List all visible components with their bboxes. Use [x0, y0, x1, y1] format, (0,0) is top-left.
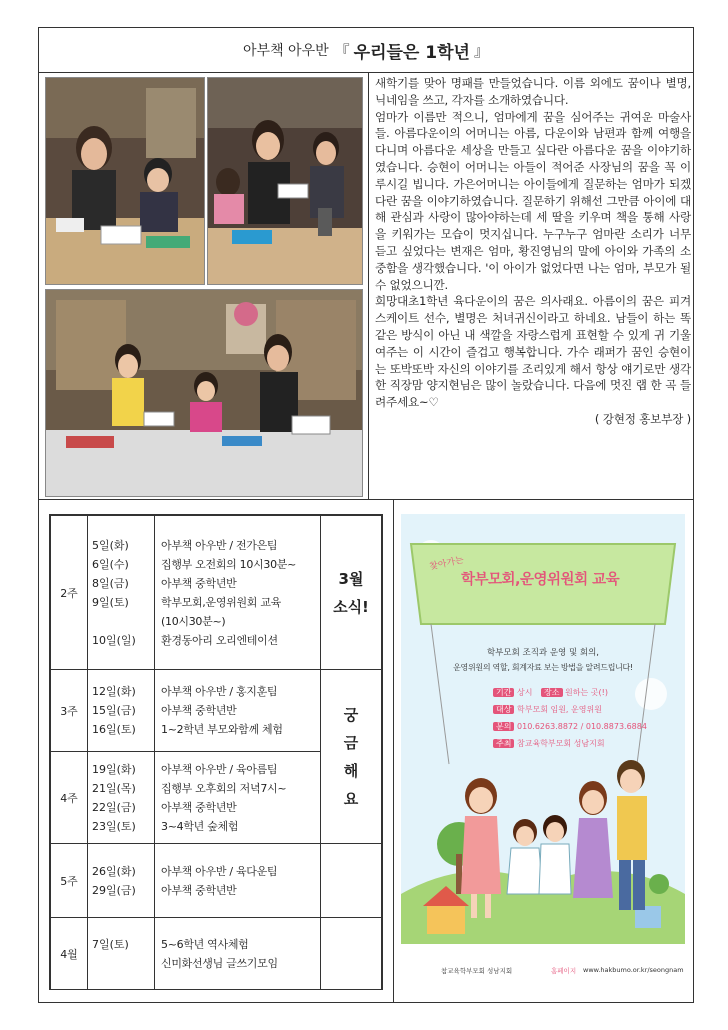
- article-credit: ( 강현정 홍보부장 ): [594, 411, 691, 426]
- date: [92, 954, 154, 973]
- dates-cell: [88, 516, 155, 670]
- events-cell: [155, 918, 321, 990]
- poster-line-2: 운영위원의 역할, 회계자료 보는 방법을 알려드립니다!: [453, 663, 633, 672]
- event: 학부모회,운영위원회 교육: [161, 595, 281, 609]
- poster-info-label: 기간: [493, 688, 514, 697]
- side-sub-char: 요: [343, 789, 359, 808]
- date: 9일(토): [92, 595, 129, 609]
- week-cell: 4월: [51, 918, 88, 990]
- side-sub-char: 금: [343, 733, 359, 752]
- event: 1~2학년 부모와함께 체험: [161, 723, 283, 736]
- week-cell: 5주: [51, 844, 88, 918]
- event: 집행부 오전회의 10시30분~: [161, 557, 297, 571]
- side-empty-cell: [321, 844, 382, 918]
- date: 26일(화): [92, 864, 136, 878]
- events-cell: [155, 670, 321, 752]
- photo-classroom-2: [207, 77, 363, 285]
- table-row: [51, 670, 382, 752]
- event: 5~6학년 역사체험: [161, 937, 249, 951]
- poster-info-row: [493, 701, 647, 718]
- divider-vertical-bottom: [393, 500, 394, 1002]
- poster-info-block: [493, 684, 647, 752]
- event: 아부책 중학년반: [161, 576, 237, 590]
- event: 아부책 아우반 / 홍지훈팀: [161, 685, 278, 698]
- poster-info-value: 참교육학부모회 성남지회: [517, 739, 605, 748]
- date: 8일(금): [92, 576, 129, 590]
- poster-footer-org: 참교육학부모회 성남지회: [441, 967, 513, 975]
- poster-info-label: 주최: [493, 739, 514, 748]
- poster-banner-small: 찾아가는: [428, 555, 465, 573]
- event: 신미화선생님 글쓰기모임: [161, 956, 278, 970]
- date: 22일(금): [92, 800, 136, 814]
- poster-line-1: 학부모회 조직과 운영 및 회의,: [486, 648, 600, 658]
- date: 21일(목): [92, 781, 136, 795]
- table-row: [51, 918, 382, 990]
- page-title: [39, 28, 693, 73]
- week-cell: 3주: [51, 670, 88, 752]
- education-poster: [401, 514, 685, 994]
- date: 6일(수): [92, 557, 129, 571]
- title-subtitle: 아부책 아우반: [243, 43, 329, 59]
- schedule-table: [50, 515, 382, 990]
- side-sub-char: 궁: [343, 705, 359, 724]
- events-cell: [155, 516, 321, 670]
- events-cell: [155, 752, 321, 844]
- event: 아부책 중학년반: [161, 800, 237, 814]
- side-title-cell: [321, 516, 382, 670]
- photo-classroom-1: [45, 77, 205, 285]
- event: 아부책 아우반 / 육아름팀: [161, 762, 278, 776]
- newsletter-page: [38, 27, 694, 1003]
- photo-collage: [45, 77, 361, 495]
- poster-info-value: 원하는 곳(!): [565, 688, 608, 697]
- poster-info-row: [493, 735, 647, 752]
- date: 15일(금): [92, 704, 136, 717]
- article-text: [375, 75, 691, 428]
- side-empty-cell: [321, 918, 382, 990]
- date: 29일(금): [92, 883, 136, 897]
- date: 19일(화): [92, 762, 136, 776]
- date: 5일(화): [92, 538, 129, 552]
- article-section: [39, 73, 693, 500]
- article-paragraph-3: 희망대초1학년 육다운이의 꿈은 의사래요. 아름이의 꿈은 피겨스케이트 선수, 별명은 처녀귀신이라고 하네요. 남들이 하는 똑같은 방식이 아닌 내 색깔을 자랑스럽게 표현할 수 있게 귀 기울여주는 이 시간이 즐겁고 행복합니다. 가수 래퍼가 꿈인 승현이는 또박또박 자신의 이야기를 조리있게 해서 항상 얘기로만 생각한 직장맘 양지현님은 많이 놀랐습니다. 다음에 멋진 랩 한 곡 들려주세요~♡: [375, 294, 691, 410]
- week-cell: 2주: [51, 516, 88, 670]
- side-title: 3월 소식!: [333, 569, 369, 616]
- title-bracket-close: 』: [473, 41, 489, 60]
- date: 10일(일): [92, 633, 136, 647]
- date: 16일(토): [92, 723, 136, 736]
- divider-vertical-top: [368, 73, 369, 499]
- poster-info-label: 장소: [541, 688, 562, 697]
- dates-cell: [88, 918, 155, 990]
- poster-info-row: [493, 718, 647, 735]
- poster-info-row: [493, 684, 647, 701]
- side-sub-cell: [321, 670, 382, 844]
- poster-banner-title: 학부모회,운영위원회 교육: [461, 572, 620, 588]
- date: 23일(토): [92, 819, 136, 833]
- side-sub-char: 해: [343, 761, 359, 780]
- poster-info-label: 대상: [493, 705, 514, 714]
- date: [92, 612, 154, 631]
- event: (10시30분~): [161, 614, 226, 628]
- event: 아부책 아우반 / 육다운팀: [161, 864, 278, 878]
- poster-info-value: 상시: [517, 688, 533, 697]
- event: 아부책 중학년반: [161, 883, 237, 897]
- date: 7일(토): [92, 937, 129, 951]
- date: 12일(화): [92, 685, 136, 698]
- poster-footer-url: www.hakbumo.or.kr/seongnam: [583, 966, 684, 974]
- bottom-section: [39, 500, 693, 1002]
- event: 환경동아리 오리엔테이션: [161, 633, 278, 647]
- poster-info-value: 학부모회 임원, 운영위원: [517, 705, 602, 714]
- table-row: [51, 516, 382, 670]
- poster-footer-label: 홈페이지: [551, 967, 577, 975]
- events-cell: [155, 844, 321, 918]
- poster-info-value: 010.6263.8872 / 010.8873.6884: [517, 722, 647, 731]
- dates-cell: [88, 670, 155, 752]
- event: 아부책 아우반 / 전가은팀: [161, 538, 278, 552]
- article-paragraph-2: 엄마가 이름만 적으니, 엄마에게 꿈을 심어주는 귀여운 마술사들. 아름다운이의 어머니는 아름, 다운이와 남편과 함께 여행을 다니며 아름다운 세상을 만들고 싶다란 아름다운 꿈을 이야기하였습니다. 승현이 어머니는 아들이 적어준 사장님의 꿈을 꼭 이루시길 빕니다. 가은어머니는 아이들에게 질문하는 엄마가 되겠다란 꿈을 이야기하였습니다. 질문하기 위해선 그만큼 아이에 대해 관심과 사랑이 많아야하는데 세 딸을 키우며 책을 통해 사랑을 키워가는 모습이 멋지십니다. 누구누구 엄마란 소리가 너무 듣고 싶었다는 변재은 엄마, 황진영님의 말에 아이와 가족의 소중함을 생각했습니다. '이 아이가 없었다면 나는 엄마, 부모가 될 수 없었으니깐.: [375, 109, 691, 292]
- photo-classroom-3: [45, 289, 363, 497]
- event: 집행부 오후회의 저녁7시~: [161, 781, 287, 795]
- week-cell: 4주: [51, 752, 88, 844]
- article-paragraph-1: 새학기를 맞아 명패를 만들었습니다. 이름 외에도 꿈이나 별명, 닉네임을 쓰고, 각자를 소개하였습니다.: [375, 76, 691, 107]
- title-bracket-open: 『: [334, 41, 350, 60]
- title-main: 우리들은 1학년: [353, 42, 470, 63]
- event: 3~4학년 숲체험: [161, 819, 239, 833]
- event: 아부책 중학년반: [161, 704, 237, 717]
- dates-cell: [88, 844, 155, 918]
- dates-cell: [88, 752, 155, 844]
- schedule-table-box: [49, 514, 383, 990]
- table-row: [51, 844, 382, 918]
- poster-info-label: 문의: [493, 722, 514, 731]
